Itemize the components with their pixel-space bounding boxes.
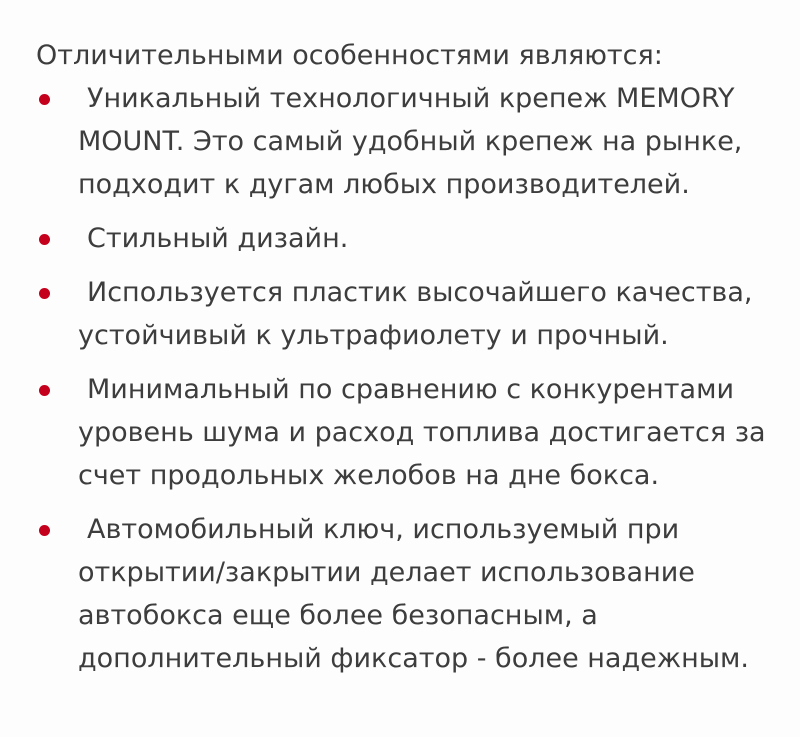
bullet-icon: [39, 234, 50, 245]
bullet-icon: [39, 525, 50, 536]
list-item-text: Автомобильный ключ, используемый при открытии/закрытии делает использование автобокса еще более безопасным, а дополнительный фиксатор - более надежным.: [78, 514, 750, 674]
list-item: [36, 368, 778, 497]
feature-list: [36, 77, 780, 680]
list-item: [36, 271, 778, 357]
list-item-text: Используется пластик высочайшего качества, устойчивый к ультрафиолету и прочный.: [78, 277, 753, 351]
intro-text: Отличительными особенностями являются:: [36, 40, 663, 71]
list-item-text: Уникальный технологичный крепеж MEMORY MOUNT. Это самый удобный крепеж на рынке, подходит к дугам любых производителей.: [78, 83, 743, 200]
list-item: [36, 77, 778, 206]
bullet-icon: [39, 385, 50, 396]
bullet-icon: [39, 288, 50, 299]
list-item: [36, 508, 778, 680]
list-item-text: Минимальный по сравнению с конкурентами уровень шума и расход топлива достигается за счет продольных желобов на дне бокса.: [78, 374, 766, 491]
list-item-text: Стильный дизайн.: [87, 223, 349, 254]
list-item: [36, 217, 778, 260]
bullet-icon: [39, 94, 50, 105]
